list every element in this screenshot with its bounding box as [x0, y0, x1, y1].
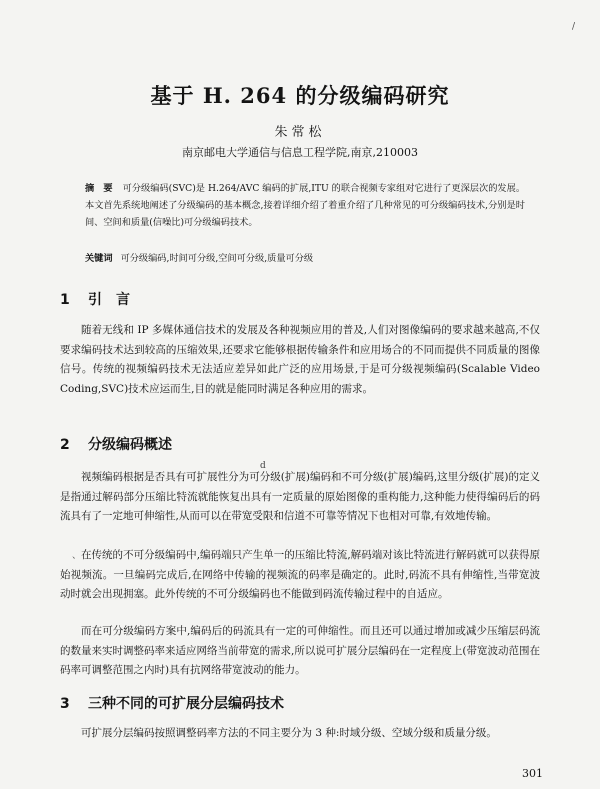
section-number: 3 — [60, 696, 70, 712]
margin-mark: d — [260, 461, 266, 471]
section-heading — [60, 289, 130, 309]
section-heading — [60, 434, 172, 454]
section-title: 引 言 — [88, 292, 130, 308]
abstract — [85, 180, 525, 231]
keywords-text: 可分级编码,时间可分级,空间可分级,质量可分级 — [120, 253, 314, 264]
margin-mark: 、 — [72, 551, 82, 561]
paragraph: 可扩展分层编码按照调整码率方法的不同主要分为 3 种:时域分级、空域分级和质量分级。 — [81, 727, 497, 739]
keywords — [85, 250, 525, 264]
paragraph: 在传统的不可分级编码中,编码端只产生单一的压缩比特流,解码端对该比特流进行解码就可以获得原始视频流。一旦编码完成后,在网络中传输的视频流的码率是确定的。此时,码流不具有伸缩性,当带宽波动时就会出现拥塞。此外传统的不可分级编码也不能做到码流传输过程中的自适应。 — [60, 549, 540, 600]
section-number: 1 — [60, 292, 70, 308]
section-title: 三种不同的可扩展分层编码技术 — [88, 696, 284, 712]
author-name: 朱常松 — [274, 125, 326, 140]
page-number: 301 — [522, 767, 543, 780]
paper-title: 基于 H. 264 的分级编码研究 — [150, 83, 450, 108]
margin-mark: / — [572, 22, 576, 32]
section-number: 2 — [60, 437, 70, 453]
section-title: 分级编码概述 — [88, 437, 172, 453]
paragraph: 而在可分级编码方案中,编码后的码流具有一定的可伸缩性。而且还可以通过增加或减少压缩层码流的数量来实时调整码率来适应网络当前带宽的需求,所以说可扩展分层编码在一定程度上(带宽波动范围在码率可调整范围之内时)具有抗网络带宽波动的能力。 — [60, 625, 540, 676]
abstract-label: 摘 要 — [85, 183, 113, 194]
affiliation: 南京邮电大学通信与信息工程学院,南京,210003 — [182, 146, 418, 159]
abstract-text: 可分级编码(SVC)是 H.264/AVC 编码的扩展,ITU 的联合视频专家组对它进行了更深层次的发展。本文首先系统地阐述了分级编码的基本概念,接着详细介绍了着重介绍了几种常见的可分级编码技术,分别是时间、空间和质量(信噪比)可分级编码技术。 — [85, 183, 526, 228]
keywords-label: 关键词 — [85, 253, 113, 264]
paragraph: 随着无线和 IP 多媒体通信技术的发展及各种视频应用的普及,人们对图像编码的要求越来越高,不仅要求编码技术达到较高的压缩效果,还要求它能够根据传输条件和应用场合的不同而提供不同质量的图像信号。传统的视频编码技术无法适应差异如此广泛的应用场景,于是可分级视频编码(Scalable Video Coding,SVC)技术应运而生,目的就是能同时满足各种应用的需求。 — [60, 324, 540, 395]
section-heading — [60, 693, 284, 713]
paragraph: 视频编码根据是否具有可扩展性分为可分级(扩展)编码和不可分级(扩展)编码,这里分级(扩展)的定义是指通过解码部分压缩比特流就能恢复出具有一定质量的原始图像的重构能力,这种能力使得编码后的码流具有了一定地可伸缩性,从而可以在带宽受限和信道不可靠等情况下也相对可靠,有效地传输。 — [60, 471, 540, 522]
